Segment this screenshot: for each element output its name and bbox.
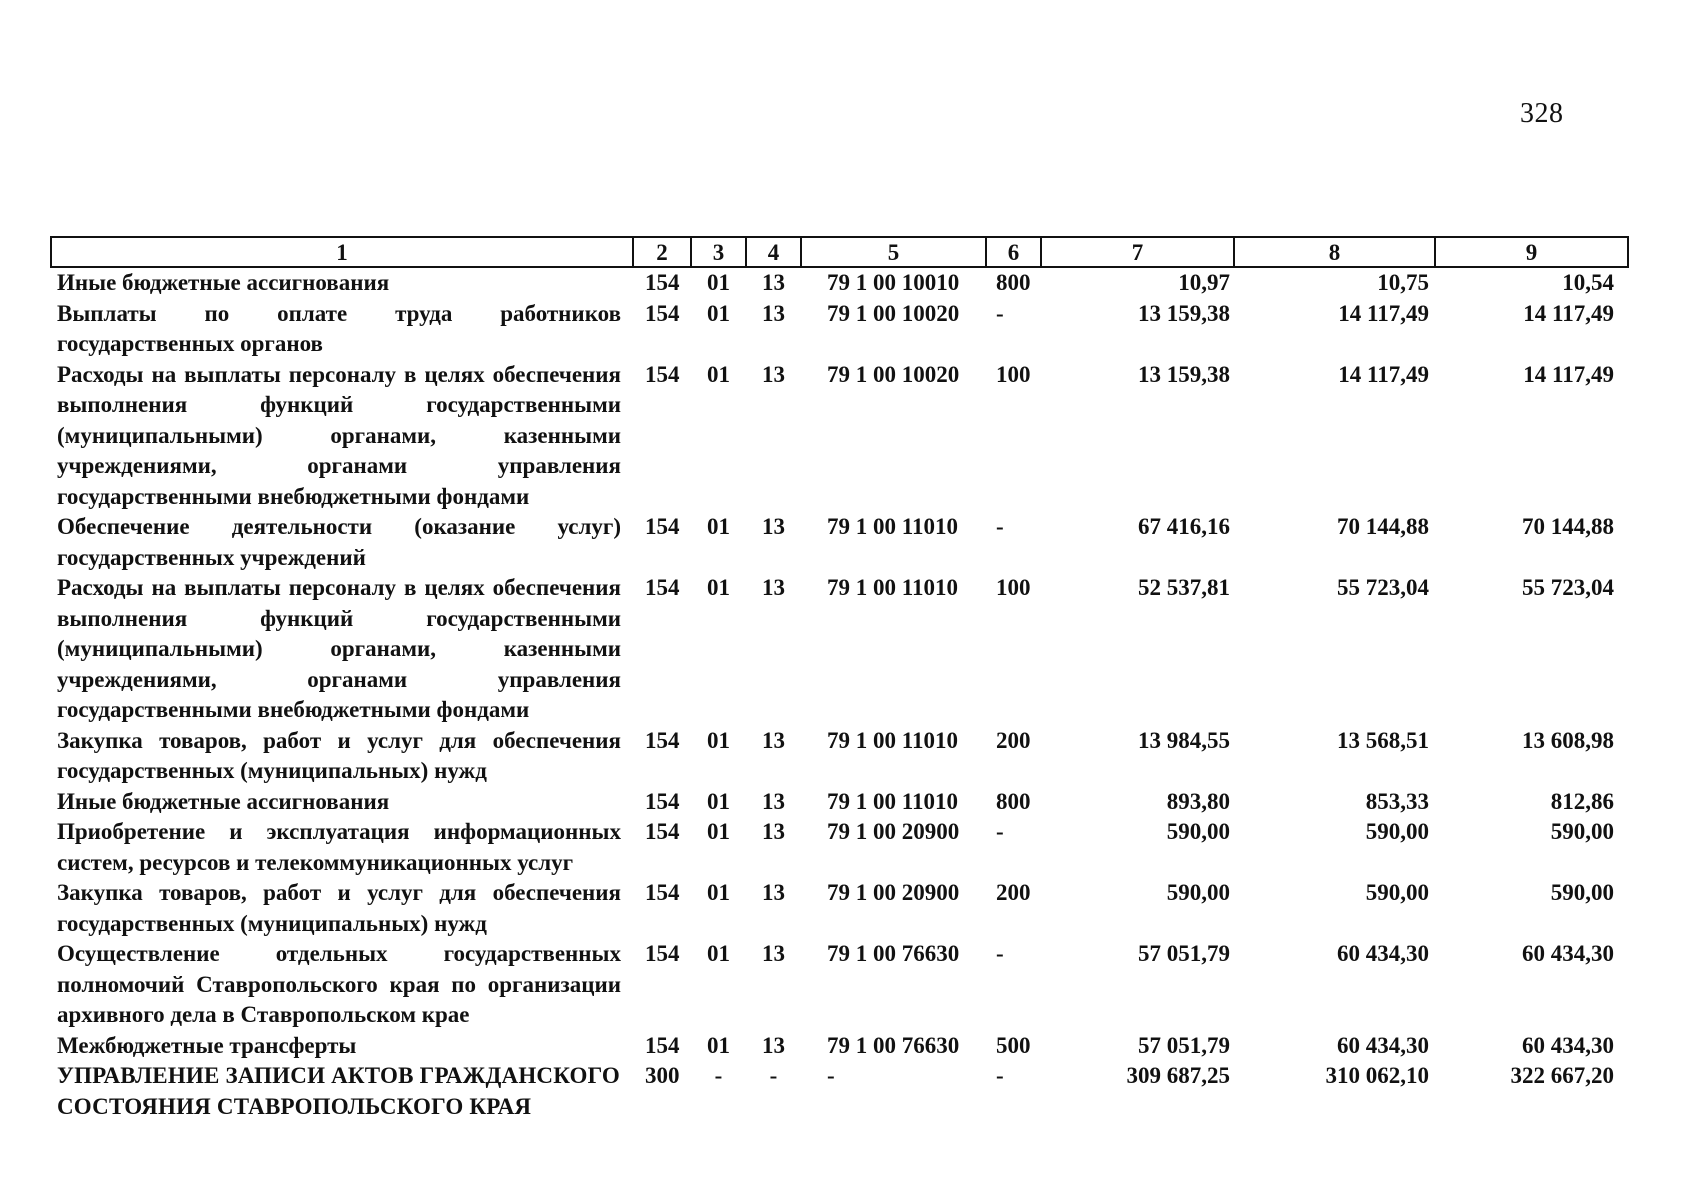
cell-col-5: 79 1 00 10020 bbox=[827, 300, 960, 326]
table-row bbox=[51, 817, 1628, 878]
cell-col-2: 154 bbox=[645, 941, 680, 966]
cell-col-6: 800 bbox=[996, 270, 1031, 295]
cell-col-9: 14 117,49 bbox=[1523, 300, 1614, 326]
row-name: Расходы на выплаты персоналу в целях обеспечения выполнения функций государственными (муниципальными) органами, казенными учреждениями, органами управления государственными внебюджетными фондами bbox=[57, 361, 621, 509]
cell-col-2: 154 bbox=[645, 270, 680, 295]
cell-col-4: 13 bbox=[762, 514, 785, 539]
cell-col-2: 154 bbox=[645, 1032, 680, 1058]
page-number: 328 bbox=[1520, 98, 1564, 129]
cell-col-8: 853,33 bbox=[1365, 788, 1429, 814]
cell-col-3: 01 bbox=[707, 788, 730, 814]
header-col-5: 5 bbox=[801, 237, 986, 267]
department-name: УПРАВЛЕНИЕ ЗАПИСИ АКТОВ ГРАЖДАНСКОГО СОСТОЯНИЯ СТАВРОПОЛЬСКОГО КРАЯ bbox=[57, 1063, 620, 1119]
cell-col-3: 01 bbox=[707, 727, 730, 753]
cell-col-2: 154 bbox=[645, 788, 680, 814]
cell-col-4: 13 bbox=[762, 1032, 785, 1058]
cell-col-7: 57 051,79 bbox=[1138, 941, 1230, 966]
cell-col-9: 590,00 bbox=[1550, 819, 1614, 844]
cell-col-8: 590,00 bbox=[1365, 819, 1429, 844]
cell-col-5: 79 1 00 11010 bbox=[827, 575, 958, 600]
cell-col-6: - bbox=[996, 941, 1004, 966]
header-col-6: 6 bbox=[986, 237, 1041, 267]
cell-col-9: 14 117,49 bbox=[1523, 361, 1614, 387]
table-row bbox=[51, 726, 1628, 787]
cell-col-4: 13 bbox=[762, 361, 785, 387]
cell-col-8: 13 568,51 bbox=[1337, 727, 1429, 753]
cell-col-4: 13 bbox=[762, 941, 785, 966]
table-row bbox=[51, 878, 1628, 939]
cell-col-2: 154 bbox=[645, 514, 680, 539]
cell-col-6: - bbox=[996, 300, 1004, 326]
cell-col-5: 79 1 00 10020 bbox=[827, 361, 960, 387]
cell-col-5: 79 1 00 76630 bbox=[827, 941, 960, 966]
cell-col-7: 13 984,55 bbox=[1138, 727, 1230, 753]
cell-col-2: 154 bbox=[645, 819, 680, 844]
cell-col-4: 13 bbox=[762, 819, 785, 844]
table-row bbox=[51, 573, 1628, 726]
cell-col-5: 79 1 00 10010 bbox=[827, 270, 960, 295]
cell-col-5: 79 1 00 11010 bbox=[827, 514, 958, 539]
table-body bbox=[51, 267, 1628, 1122]
cell-col-7: 13 159,38 bbox=[1138, 361, 1230, 387]
row-name: Осуществление отдельных государственных полномочий Ставропольского края по организации архивного дела в Ставропольском крае bbox=[57, 941, 621, 1027]
cell-col-8: 14 117,49 bbox=[1338, 300, 1429, 326]
cell-col-2: 154 bbox=[645, 361, 680, 387]
cell-col-6: 100 bbox=[996, 575, 1031, 600]
cell-col-3: 01 bbox=[707, 300, 730, 326]
cell-col-5: 79 1 00 20900 bbox=[827, 880, 960, 905]
cell-col-3: 01 bbox=[707, 575, 730, 600]
cell-col-6: 800 bbox=[996, 788, 1031, 814]
cell-col-4: 13 bbox=[762, 880, 785, 905]
row-name: Выплаты по оплате труда работников государственных органов bbox=[57, 300, 621, 356]
cell-col-5: 79 1 00 76630 bbox=[827, 1032, 960, 1058]
cell-col-4: 13 bbox=[762, 270, 785, 295]
cell-col-6: 500 bbox=[996, 1032, 1031, 1058]
cell-col-4: 13 bbox=[762, 575, 785, 600]
header-col-4: 4 bbox=[746, 237, 801, 267]
cell-col-7: 590,00 bbox=[1166, 880, 1230, 905]
cell-col-5: 79 1 00 20900 bbox=[827, 819, 960, 844]
cell-col-3: 01 bbox=[707, 819, 730, 844]
cell-col-9: 60 434,30 bbox=[1522, 1032, 1614, 1058]
row-name: Приобретение и эксплуатация информационных систем, ресурсов и телекоммуникационных услуг bbox=[57, 819, 621, 875]
cell-col-4: 13 bbox=[762, 727, 785, 753]
cell-col-7: 590,00 bbox=[1166, 819, 1230, 844]
cell-col-8: 310 062,10 bbox=[1325, 1063, 1429, 1088]
cell-col-9: 10,54 bbox=[1562, 270, 1614, 295]
header-col-8: 8 bbox=[1234, 237, 1435, 267]
cell-col-9: 812,86 bbox=[1550, 788, 1614, 814]
cell-col-3: 01 bbox=[707, 514, 730, 539]
cell-col-8: 10,75 bbox=[1377, 270, 1429, 295]
department-row bbox=[51, 1061, 1628, 1122]
cell-col-7: 67 416,16 bbox=[1138, 514, 1230, 539]
header-col-9: 9 bbox=[1435, 237, 1628, 267]
cell-col-7: 893,80 bbox=[1166, 788, 1230, 814]
row-name: Межбюджетные трансферты bbox=[57, 1032, 357, 1058]
row-name: Закупка товаров, работ и услуг для обеспечения государственных (муниципальных) нужд bbox=[57, 727, 621, 783]
budget-table bbox=[50, 236, 1629, 1122]
table-row bbox=[51, 267, 1628, 299]
table-row bbox=[51, 299, 1628, 360]
table-row bbox=[51, 512, 1628, 573]
cell-col-3: 01 bbox=[707, 270, 730, 295]
table-row bbox=[51, 787, 1628, 818]
cell-col-7: 10,97 bbox=[1178, 270, 1230, 295]
cell-col-8: 60 434,30 bbox=[1337, 941, 1429, 966]
cell-col-9: 70 144,88 bbox=[1522, 514, 1614, 539]
cell-col-8: 55 723,04 bbox=[1337, 575, 1429, 600]
header-col-3: 3 bbox=[691, 237, 746, 267]
row-name: Иные бюджетные ассигнования bbox=[57, 270, 390, 295]
row-name: Иные бюджетные ассигнования bbox=[57, 788, 390, 814]
cell-col-2: 300 bbox=[645, 1063, 680, 1088]
budget-table-container bbox=[50, 236, 1627, 1122]
cell-col-6: 200 bbox=[996, 880, 1031, 905]
cell-col-4: - bbox=[769, 1063, 778, 1088]
cell-col-3: 01 bbox=[707, 1032, 730, 1058]
cell-col-8: 590,00 bbox=[1365, 880, 1429, 905]
cell-col-2: 154 bbox=[645, 880, 680, 905]
cell-col-8: 70 144,88 bbox=[1337, 514, 1429, 539]
cell-col-9: 60 434,30 bbox=[1522, 941, 1614, 966]
header-row bbox=[51, 237, 1628, 267]
row-name: Обеспечение деятельности (оказание услуг) государственных учреждений bbox=[57, 514, 621, 570]
cell-col-5: 79 1 00 11010 bbox=[827, 788, 958, 814]
header-col-7: 7 bbox=[1041, 237, 1234, 267]
cell-col-8: 14 117,49 bbox=[1338, 361, 1429, 387]
cell-col-3: 01 bbox=[707, 361, 730, 387]
cell-col-7: 309 687,25 bbox=[1126, 1063, 1230, 1088]
cell-col-3: - bbox=[714, 1063, 723, 1088]
cell-col-6: - bbox=[996, 1063, 1004, 1088]
header-col-1: 1 bbox=[51, 237, 633, 267]
cell-col-6: 100 bbox=[996, 361, 1031, 387]
row-name: Расходы на выплаты персоналу в целях обеспечения выполнения функций государственными (муниципальными) органами, казенными учреждениями, органами управления государственными внебюджетными фондами bbox=[57, 575, 621, 722]
header-col-2: 2 bbox=[633, 237, 691, 267]
table-header bbox=[51, 237, 1628, 267]
cell-col-3: 01 bbox=[707, 880, 730, 905]
cell-col-2: 154 bbox=[645, 575, 680, 600]
table-row bbox=[51, 360, 1628, 513]
row-name: Закупка товаров, работ и услуг для обеспечения государственных (муниципальных) нужд bbox=[57, 880, 621, 936]
cell-col-7: 13 159,38 bbox=[1138, 300, 1230, 326]
cell-col-6: - bbox=[996, 514, 1004, 539]
cell-col-8: 60 434,30 bbox=[1337, 1032, 1429, 1058]
table-row bbox=[51, 1031, 1628, 1062]
cell-col-7: 52 537,81 bbox=[1138, 575, 1230, 600]
cell-col-3: 01 bbox=[707, 941, 730, 966]
cell-col-9: 322 667,20 bbox=[1510, 1063, 1614, 1088]
cell-col-9: 590,00 bbox=[1550, 880, 1614, 905]
table-row bbox=[51, 939, 1628, 1031]
cell-col-2: 154 bbox=[645, 300, 680, 326]
cell-col-6: 200 bbox=[996, 727, 1031, 753]
cell-col-7: 57 051,79 bbox=[1138, 1032, 1230, 1058]
cell-col-2: 154 bbox=[645, 727, 680, 753]
cell-col-4: 13 bbox=[762, 300, 785, 326]
cell-col-5: - bbox=[827, 1063, 835, 1088]
cell-col-5: 79 1 00 11010 bbox=[827, 727, 958, 753]
cell-col-4: 13 bbox=[762, 788, 785, 814]
cell-col-9: 13 608,98 bbox=[1522, 727, 1614, 753]
cell-col-6: - bbox=[996, 819, 1004, 844]
cell-col-9: 55 723,04 bbox=[1522, 575, 1614, 600]
